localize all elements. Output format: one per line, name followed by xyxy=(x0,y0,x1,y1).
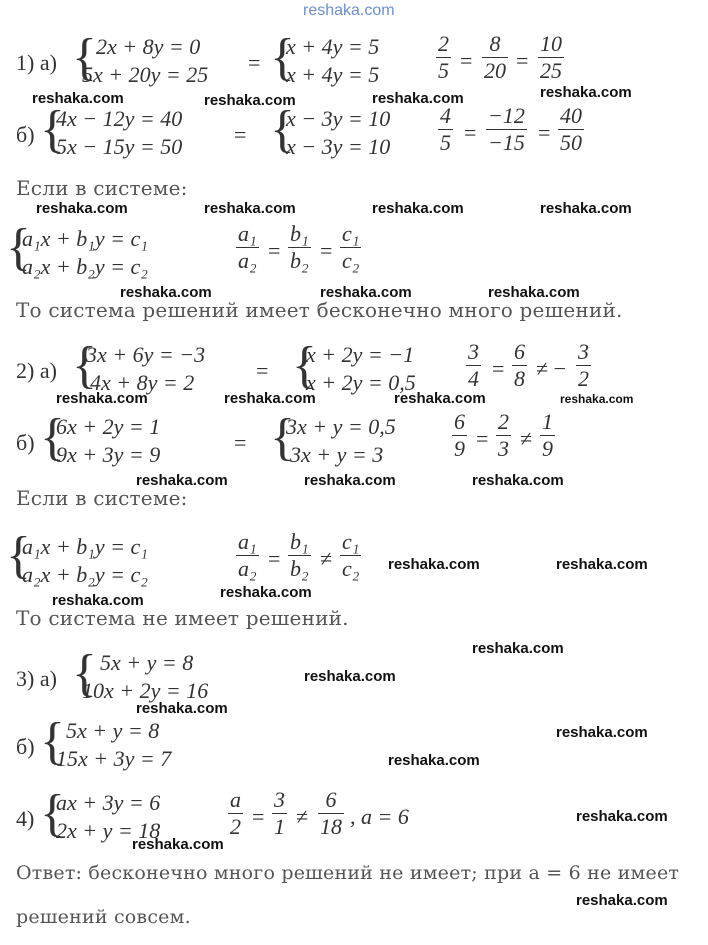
brace: { xyxy=(40,409,65,466)
answer-line-2: решений совсем. xyxy=(16,906,191,928)
equation: 3x + y = 3 xyxy=(290,442,384,467)
equals-sign: = xyxy=(476,426,489,451)
fraction: 6 18 xyxy=(320,787,342,839)
equals-sign: = xyxy=(234,430,247,455)
equation: 15x + 3y = 7 xyxy=(56,746,172,771)
equation: 3x + y = 0,5 xyxy=(286,414,396,439)
not-equal-sign: ≠ xyxy=(296,804,309,829)
rule-intro: Если в системе: xyxy=(16,176,188,200)
rule-intro: Если в системе: xyxy=(16,486,188,510)
equation: 5x + 20y = 25 xyxy=(82,62,209,87)
watermark: reshaka.com xyxy=(556,556,648,573)
equation: a₂x + b₂y = c₂ xyxy=(22,254,148,279)
equation: x + 2y = −1 xyxy=(306,342,415,367)
equation: a₂x + b₂y = c₂ xyxy=(22,562,148,587)
fraction: −12 −15 xyxy=(488,103,525,155)
watermark: reshaka.com xyxy=(320,284,412,301)
equation: 2x + 8y = 0 xyxy=(96,34,201,59)
watermark: reshaka.com xyxy=(540,200,632,217)
watermark: reshaka.com xyxy=(556,724,648,741)
equals-sign: = xyxy=(516,48,529,73)
brace: { xyxy=(72,29,97,86)
fraction: b₁ b₂ xyxy=(290,221,309,273)
fraction: 3 1 xyxy=(274,787,285,839)
watermark: reshaka.com xyxy=(372,200,464,217)
equation: 3x + 6y = −3 xyxy=(86,342,206,367)
task2b-label: б) xyxy=(16,430,35,455)
fraction: 6 9 xyxy=(454,409,465,461)
not-equal-sign: ≠ − xyxy=(536,356,566,381)
equation: 4x − 12y = 40 xyxy=(56,106,183,131)
rule-conclusion: То система решений имеет бесконечно много решений. xyxy=(16,298,623,322)
equals-sign: = xyxy=(268,546,281,571)
equation: 6x + 2y = 1 xyxy=(56,414,161,439)
fraction: c₁ c₂ xyxy=(342,221,360,273)
equals-sign: = xyxy=(538,120,551,145)
watermark: reshaka.com xyxy=(52,592,144,609)
watermark: reshaka.com xyxy=(394,390,486,407)
watermark: reshaka.com xyxy=(304,668,396,685)
watermark: reshaka.com xyxy=(488,284,580,301)
equation: 9x + 3y = 9 xyxy=(56,442,161,467)
equation: 4x + 8y = 2 xyxy=(90,370,195,395)
equals-sign: = xyxy=(268,238,281,263)
fraction: a 2 xyxy=(230,787,241,839)
watermark: reshaka.com xyxy=(120,284,212,301)
equation: ax + 3y = 6 xyxy=(56,790,161,815)
brace: { xyxy=(270,101,295,158)
brace: { xyxy=(40,785,65,842)
watermark: reshaka.com xyxy=(136,700,228,717)
watermark: reshaka.com xyxy=(576,808,668,825)
equation: 10x + 2y = 16 xyxy=(82,678,209,703)
brace: { xyxy=(40,101,65,158)
equation: 5x + y = 8 xyxy=(100,650,194,675)
task3b-label: б) xyxy=(16,734,35,759)
watermark: reshaka.com xyxy=(204,92,296,109)
fraction: c₁ c₂ xyxy=(342,529,360,581)
watermark: reshaka.com xyxy=(388,752,480,769)
watermark: reshaka.com xyxy=(224,390,316,407)
task1-label: 1) а) xyxy=(16,50,57,75)
fraction: 2 3 xyxy=(498,409,509,461)
equation: 2x + y = 18 xyxy=(56,818,161,843)
answer-line-1: Ответ: бесконечно много решений не имеет; при a = 6 не имеет xyxy=(16,862,680,884)
watermark: reshaka.com xyxy=(472,640,564,657)
fraction: 2 5 xyxy=(438,31,449,83)
equals-sign: = xyxy=(248,50,261,75)
equals-sign: = xyxy=(234,122,247,147)
watermark: reshaka.com xyxy=(540,84,632,101)
fraction: 8 20 xyxy=(484,31,506,83)
watermark: reshaka.com xyxy=(472,472,564,489)
equation: x + 4y = 5 xyxy=(286,62,380,87)
equation: a₁x + b₁y = c₁ xyxy=(22,226,148,251)
equals-sign: = xyxy=(492,356,505,381)
equals-sign: = xyxy=(460,48,473,73)
fraction: a₁ a₂ xyxy=(238,221,257,273)
watermark: reshaka.com xyxy=(32,90,124,107)
brace: { xyxy=(270,409,295,466)
fraction: 3 2 xyxy=(578,339,589,391)
task4-label: 4) xyxy=(16,806,35,831)
watermark: reshaka.com xyxy=(132,836,224,853)
fraction: 40 50 xyxy=(560,103,582,155)
brace: { xyxy=(292,337,317,394)
brace: { xyxy=(40,713,65,770)
equation: a₁x + b₁y = c₁ xyxy=(22,534,148,559)
fraction: 1 9 xyxy=(542,409,553,461)
watermark: reshaka.com xyxy=(36,200,128,217)
equals-sign: = xyxy=(320,238,333,263)
watermark: reshaka.com xyxy=(56,390,148,407)
fraction: 4 5 xyxy=(440,103,451,155)
watermark: reshaka.com xyxy=(576,892,668,909)
brace: { xyxy=(72,337,97,394)
task1b-label: б) xyxy=(16,122,35,147)
result: , a = 6 xyxy=(350,804,409,829)
equals-sign: = xyxy=(256,358,269,383)
equation: 5x − 15y = 50 xyxy=(56,134,183,159)
fraction: a₁ a₂ xyxy=(238,529,257,581)
task2-label: 2) а) xyxy=(16,358,57,383)
equation: 5x + y = 8 xyxy=(66,718,160,743)
watermark: reshaka.com xyxy=(560,392,634,406)
equals-sign: = xyxy=(252,804,265,829)
brace: { xyxy=(72,645,97,702)
equals-sign: = xyxy=(464,120,477,145)
brace: { xyxy=(6,527,31,584)
watermark: reshaka.com xyxy=(136,472,228,489)
rule-conclusion: То система не имеет решений. xyxy=(16,606,349,630)
not-equal-sign: ≠ xyxy=(320,546,333,571)
brace: { xyxy=(270,29,295,86)
watermark: reshaka.com xyxy=(388,556,480,573)
brace: { xyxy=(6,219,31,276)
fraction: b₁ b₂ xyxy=(290,529,309,581)
watermark: reshaka.com xyxy=(204,200,296,217)
equation: x + 4y = 5 xyxy=(286,34,380,59)
watermark: reshaka.com xyxy=(372,90,464,107)
fraction: 6 8 xyxy=(514,339,525,391)
not-equal-sign: ≠ xyxy=(520,426,533,451)
watermark: reshaka.com xyxy=(220,584,312,601)
equation: x − 3y = 10 xyxy=(286,134,391,159)
watermark-top: reshaka.com xyxy=(303,2,395,19)
task3-label: 3) а) xyxy=(16,666,57,691)
watermark: reshaka.com xyxy=(304,472,396,489)
fraction: 3 4 xyxy=(468,339,479,391)
equation: x + 2y = 0,5 xyxy=(306,370,416,395)
equation: x − 3y = 10 xyxy=(286,106,391,131)
fraction: 10 25 xyxy=(540,31,562,83)
